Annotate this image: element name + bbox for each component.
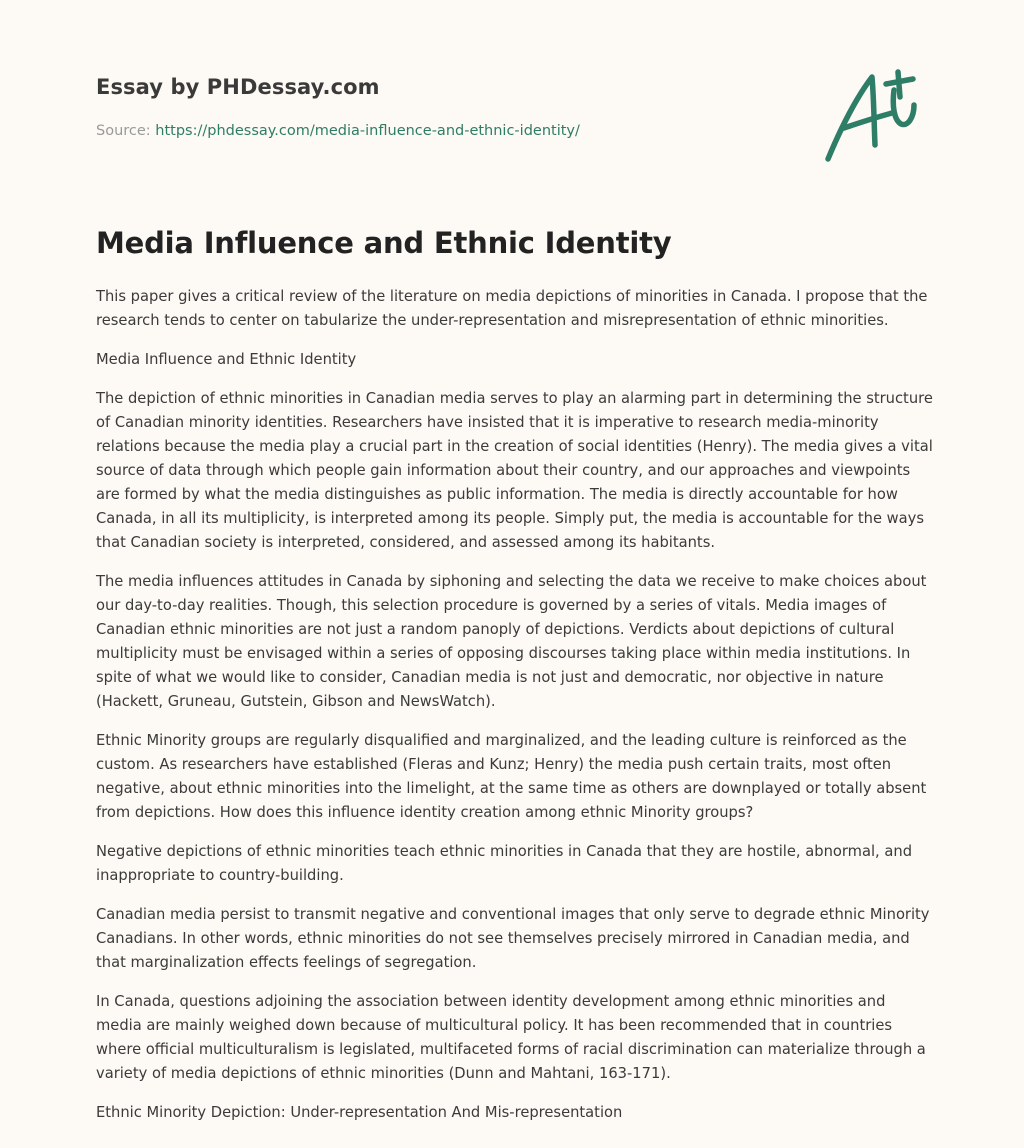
- paragraph: In Canada, questions adjoining the association between identity development among ethnic minorities and media are mainly weighed down because of multicultural policy. It has been recommended that in countries where official multiculturalism is legislated, multifaceted forms of racial discrimination can materialize through a variety of media depictions of ethnic minorities (Dunn and Mahtani, 163-171).: [96, 993, 926, 1082]
- paragraph: Ethnic Minority Depiction: Under-representation And Mis-representation: [96, 1104, 623, 1121]
- paragraph: Negative depictions of ethnic minorities teach ethnic minorities in Canada that they are hostile, abnormal, and inappropriate to country-building.: [96, 843, 913, 884]
- site-title: Essay by PHDessay.com: [96, 75, 380, 99]
- paragraph: Canadian media persist to transmit negative and conventional images that only serve to degrade ethnic Minority Canadians. In other words, ethnic minorities do not see themselves precisely mirrored in Canadian media, and that marginalization effects feelings of segregation.: [96, 906, 930, 971]
- essay-title: Media Influence and Ethnic Identity: [96, 226, 672, 260]
- source-line: [96, 123, 580, 139]
- source-link[interactable]: https://phdessay.com/media-influence-and-ethnic-identity/: [155, 123, 580, 139]
- paragraph: This paper gives a critical review of the literature on media depictions of minorities in Canada. I propose that the research tends to center on tabularize the under-representation and misrepresentation of ethnic minorities.: [96, 288, 928, 329]
- paragraph: Ethnic Minority groups are regularly disqualified and marginalized, and the leading culture is reinforced as the custom. As researchers have established (Fleras and Kunz; Henry) the media push certain traits, most often negative, about ethnic minorities into the limelight, at the same time as others are downplayed or totally absent from depictions. How does this influence identity creation among ethnic Minority groups?: [96, 732, 927, 821]
- a-plus-grade-logo-icon: [822, 66, 926, 166]
- paragraph: The media influences attitudes in Canada by siphoning and selecting the data we receive to make choices about our day-to-day realities. Though, this selection procedure is governed by a series of vitals. Media images of Canadian ethnic minorities are not just a random panoply of depictions. Verdicts about depictions of cultural multiplicity must be envisaged within a series of opposing discourses taking place within media institutions. In spite of what we would like to consider, Canadian media is not just and democratic, nor objective in nature (Hackett, Gruneau, Gutstein, Gibson and NewsWatch).: [96, 573, 927, 710]
- paragraph: The depiction of ethnic minorities in Canadian media serves to play an alarming part in determining the structure of Canadian minority identities. Researchers have insisted that it is imperative to research media-minority relations because the media play a crucial part in the creation of social identities (Henry). The media gives a vital source of data through which people gain information about their country, and our approaches and viewpoints are formed by what the media distinguishes as public information. The media is directly accountable for how Canada, in all its multiplicity, is interpreted among its people. Simply put, the media is accountable for the ways that Canadian society is interpreted, considered, and assessed among its habitants.: [96, 390, 933, 551]
- paragraph: Media Influence and Ethnic Identity: [96, 351, 357, 368]
- source-label: Source:: [96, 123, 151, 139]
- essay-body: [96, 285, 934, 1140]
